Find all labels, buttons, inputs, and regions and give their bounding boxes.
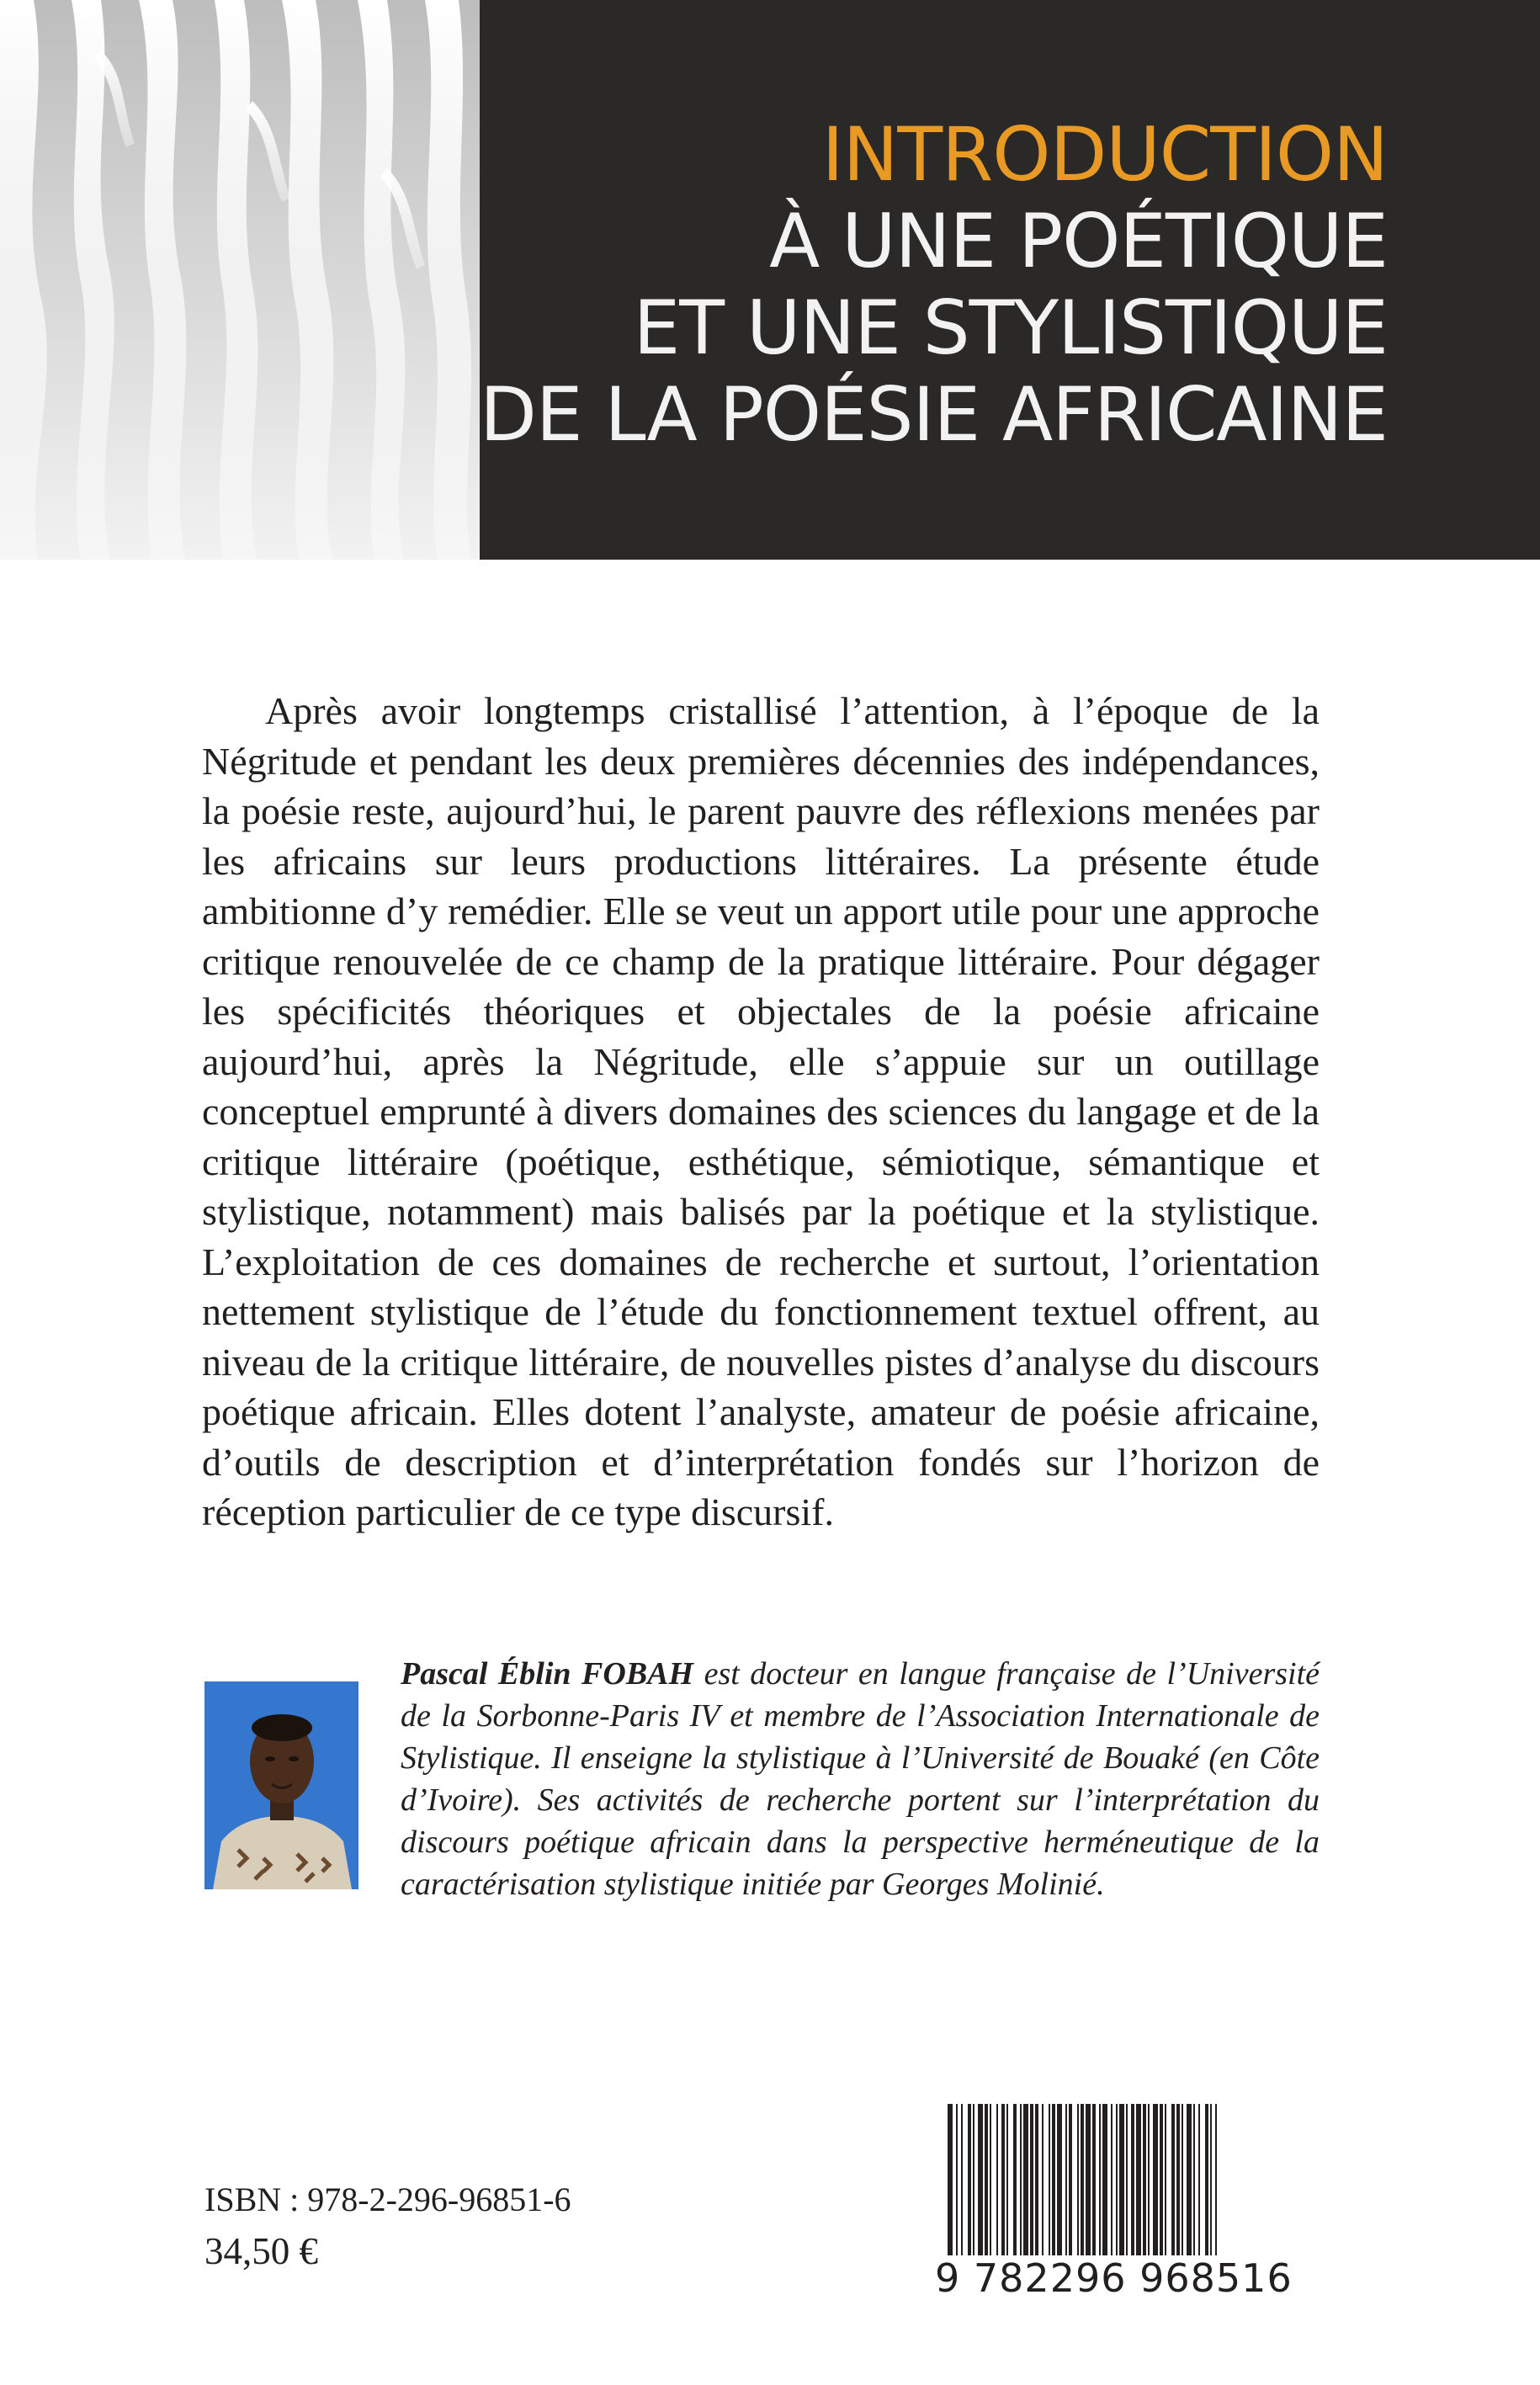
- barcode-bar: [1148, 2104, 1150, 2255]
- book-title-line-2: À UNE POÉTIQUE: [769, 198, 1388, 284]
- author-bio: [401, 1653, 1320, 1905]
- barcode-bar: [1205, 2104, 1208, 2255]
- price: 34,50 €: [204, 2230, 318, 2272]
- back-cover-blurb: Après avoir longtemps cristallisé l’attention, à l’époque de la Négritude et pendant les deux premières décennies des indépendances, la poésie reste, aujourd’hui, le parent pauvre des réflexions menées par les africains sur leurs productions littéraires. La présente étude ambitionne d’y remédier. Elle se veut un apport utile pour une approche critique renouvelée de ce champ de la pratique littéraire. Pour dégager les spécificités théoriques et objectales de la poésie africaine aujourd’hui, après la Négritude, elle s’appuie sur un outillage conceptuel emprunté à divers domaines des sciences du langage et de la critique littéraire (poétique, esthétique, sémiotique, sémantique et stylistique, notamment) mais balisés par la poétique et la stylistique. L’exploitation de ces domaines de recherche et surtout, l’orientation nettement stylistique de l’étude du fonctionnement textuel offrent, au niveau de la critique littéraire, de nouvelles pistes d’analyse du discours poétique africain. Elles dotent l’analyste, amateur de poésie africaine, d’outils de description et d’interprétation fondés sur l’horizon de réception particulier de ce type discursif.: [202, 689, 1320, 1533]
- barcode-bar: [1035, 2104, 1038, 2255]
- barcode-bar: [1069, 2104, 1072, 2255]
- barcode-bar: [1020, 2104, 1022, 2255]
- barcode-bar: [1006, 2104, 1008, 2255]
- barcode-bar: [1057, 2104, 1062, 2255]
- barcode-bar: [1215, 2104, 1217, 2255]
- barcode-bar: [1131, 2104, 1134, 2255]
- barcode-bar: [1052, 2104, 1055, 2255]
- barcode-bar: [1143, 2104, 1146, 2255]
- barcode-bar: [1116, 2104, 1118, 2255]
- barcode-bar: [978, 2104, 983, 2255]
- title-panel: [480, 0, 1540, 560]
- barcode-bar: [1193, 2104, 1195, 2255]
- barcode-bar: [956, 2104, 958, 2255]
- barcode-bar: [1126, 2104, 1128, 2255]
- barcode-bar: [1099, 2104, 1101, 2255]
- barcode-bar: [973, 2104, 974, 2255]
- book-title-line-4: DE LA POÉSIE AFRICAINE: [480, 371, 1388, 458]
- barcode-bar: [990, 2104, 991, 2255]
- author-photo: [204, 1681, 358, 1889]
- barcode-bar: [1160, 2104, 1163, 2255]
- author-name: Pascal Éblin FOBAH: [401, 1656, 694, 1692]
- barcode-bar: [1119, 2104, 1124, 2255]
- barcode-bar: [1176, 2104, 1180, 2255]
- barcode-bar: [1136, 2104, 1141, 2255]
- isbn: ISBN : 978-2-296-96851-6: [204, 2180, 571, 2218]
- barcode-bar: [1086, 2104, 1091, 2255]
- barcode-bar: [1077, 2104, 1079, 2255]
- barcode-bar: [1023, 2104, 1028, 2255]
- barcode-bar: [1198, 2104, 1200, 2255]
- book-title-line-1: INTRODUCTION: [821, 111, 1388, 198]
- barcode-bar: [1001, 2104, 1005, 2255]
- barcode-bar: [1065, 2104, 1067, 2255]
- barcode-bar: [1092, 2104, 1096, 2255]
- barcode-bar: [948, 2104, 953, 2255]
- barcode-bar: [1013, 2104, 1017, 2255]
- zebra-stripe-decoration: [0, 0, 480, 560]
- barcode-bar: [996, 2104, 998, 2255]
- barcode-bar: [1042, 2104, 1043, 2255]
- barcode-bar: [1171, 2104, 1175, 2255]
- barcode-bar: [1165, 2104, 1166, 2255]
- barcode-bar: [985, 2104, 988, 2255]
- barcode-bar: [1153, 2104, 1158, 2255]
- barcode-digits: 9 782296 968516: [935, 2255, 1293, 2301]
- barcode-bar: [1187, 2104, 1192, 2255]
- barcode-bar: [1049, 2104, 1050, 2255]
- author-bio-text: est docteur en langue française de l’Université de la Sorbonne-Paris IV et membre de l’Association Internationale de Stylistique. Il enseigne la stylistique à l’Université de Bouaké (en Côte d’Ivoire). Ses activités de recherche portent sur l’interprétation du discours poétique africain dans la perspective herméneutique de la caractérisation stylistique initiée par Georges Molinié.: [401, 1656, 1320, 1902]
- barcode-bar: [1030, 2104, 1033, 2255]
- barcode-bar: [968, 2104, 971, 2255]
- barcode-bar: [1111, 2104, 1113, 2255]
- barcode-bar: [1081, 2104, 1084, 2255]
- barcode-bar: [1182, 2104, 1183, 2255]
- book-title-line-3: ET UNE STYLISTIQUE: [633, 284, 1388, 371]
- barcode-bar: [1102, 2104, 1107, 2255]
- barcode-bar: [1210, 2104, 1212, 2255]
- barcode-bar: [961, 2104, 963, 2255]
